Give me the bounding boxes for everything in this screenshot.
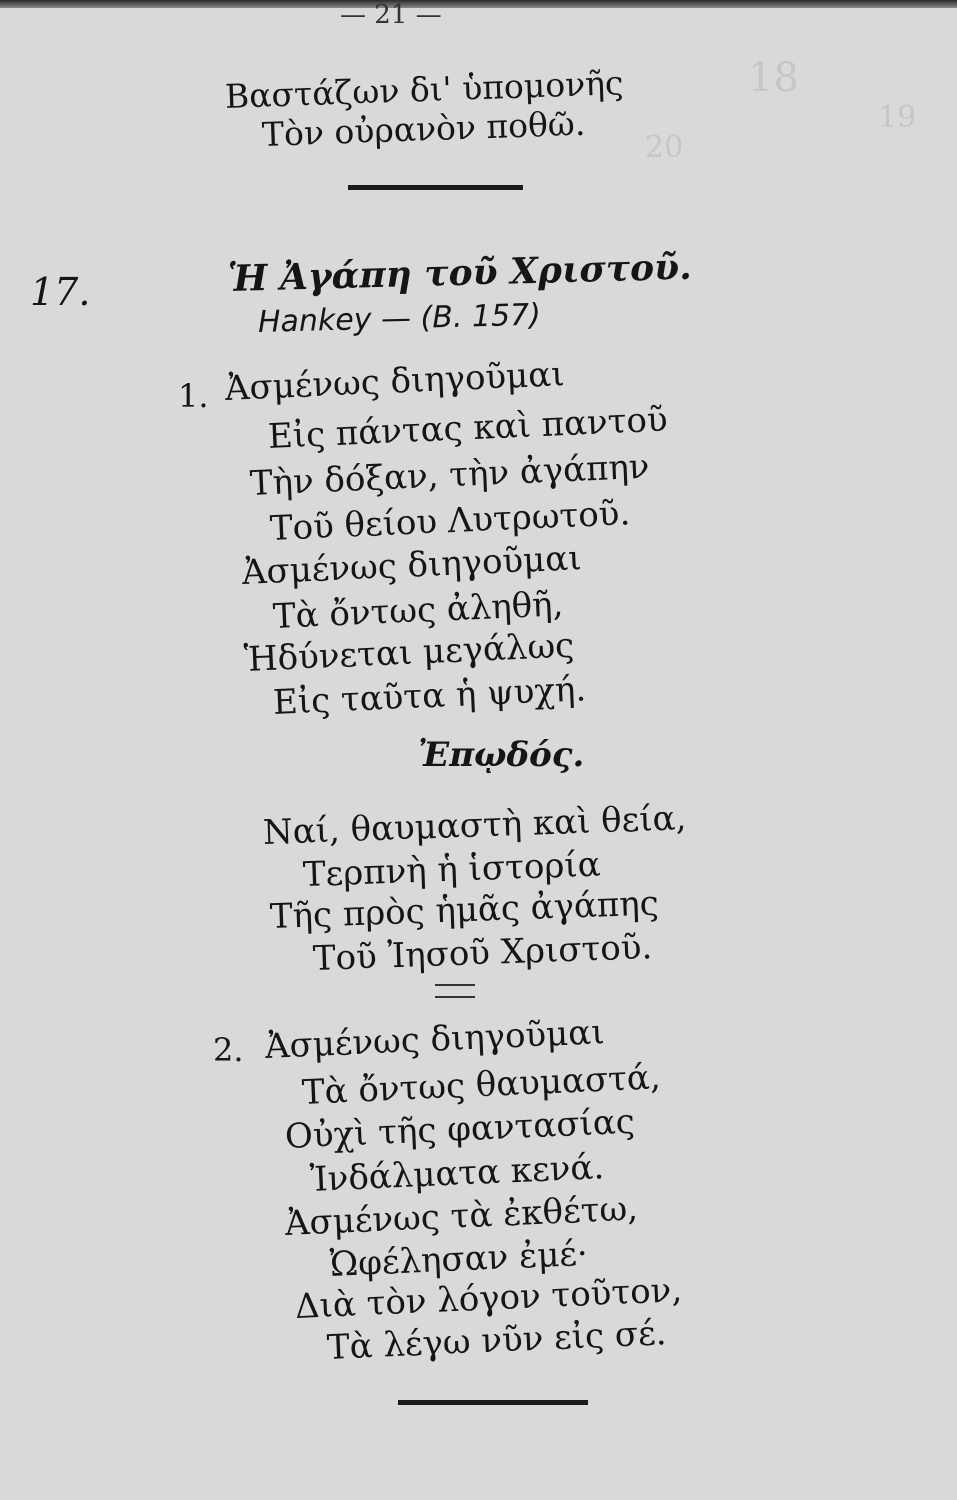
opening-line: Βαστάζων δι' ὑπομονῆς — [224, 63, 625, 116]
page-top-edge — [0, 0, 957, 8]
verse-number: 2. — [213, 1031, 244, 1069]
hymn-author: Hankey — (Β. 157) — [257, 297, 542, 340]
verse-number: 1. — [178, 377, 209, 415]
verse-line: Διὰ τὸν λόγον τοῦτον, — [294, 1270, 683, 1327]
verse-line: Τοῦ θείου Λυτρωτοῦ. — [269, 493, 632, 549]
bleed-through-number: 19 — [878, 100, 917, 135]
refrain-line: Τοῦ Ἰησοῦ Χριστοῦ. — [312, 927, 653, 979]
verse-line: Εἰς ταῦτα ἡ ψυχή. — [272, 669, 587, 723]
verse-line: Εἰς πάντας καὶ παντοῦ — [267, 399, 669, 457]
refrain-heading: Ἐπῳδός. — [418, 735, 585, 775]
verse-line: Ἀσμένως διηγοῦμαι — [224, 354, 566, 409]
bleed-through-number: 18 — [748, 55, 799, 101]
verse-line: Ἰνδάλματα κενά. — [309, 1147, 605, 1200]
verse-line: Ὠφέλησαν ἐμέ· — [329, 1233, 589, 1285]
verse-line: Τὰ ὄντως ἀληθῆ, — [272, 584, 565, 637]
hymn-number: 17. — [30, 270, 91, 314]
section-divider — [348, 185, 523, 190]
verse-line: Ἀσμένως διηγοῦμαι — [264, 1012, 606, 1067]
refrain-line: Τερπνὴ ἡ ἱστορία — [302, 844, 602, 895]
verse-line: Τὰ λέγω νῦν εἰς σέ. — [326, 1313, 668, 1368]
section-divider — [398, 1400, 588, 1405]
verse-line: Ἡδύνεται μεγάλως — [243, 625, 575, 680]
refrain-line: Ναί, θαυμαστὴ καὶ θεία, — [262, 798, 687, 853]
page-number: — 21 — — [340, 0, 442, 30]
verse-line: Ἀσμένως τὰ ἐκθέτω, — [284, 1188, 639, 1244]
verse-line: Τὴν δόξαν, τὴν ἀγάπην — [249, 446, 651, 504]
bleed-through-number: 20 — [645, 130, 684, 165]
hymn-title: Ἡ Ἀγάπη τοῦ Χριστοῦ. — [227, 245, 693, 300]
opening-line: Τὸν οὐρανὸν ποθῶ. — [261, 103, 586, 154]
verse-line: Τὰ ὄντως θαυμαστά, — [301, 1057, 662, 1113]
refrain-line: Τῆς πρὸς ἡμᾶς ἀγάπης — [269, 883, 660, 937]
verse-line: Οὐχὶ τῆς φαντασίας — [284, 1101, 636, 1157]
verse-line: Ἀσμένως διηγοῦμαι — [241, 538, 583, 593]
verse-separator — [435, 984, 475, 998]
